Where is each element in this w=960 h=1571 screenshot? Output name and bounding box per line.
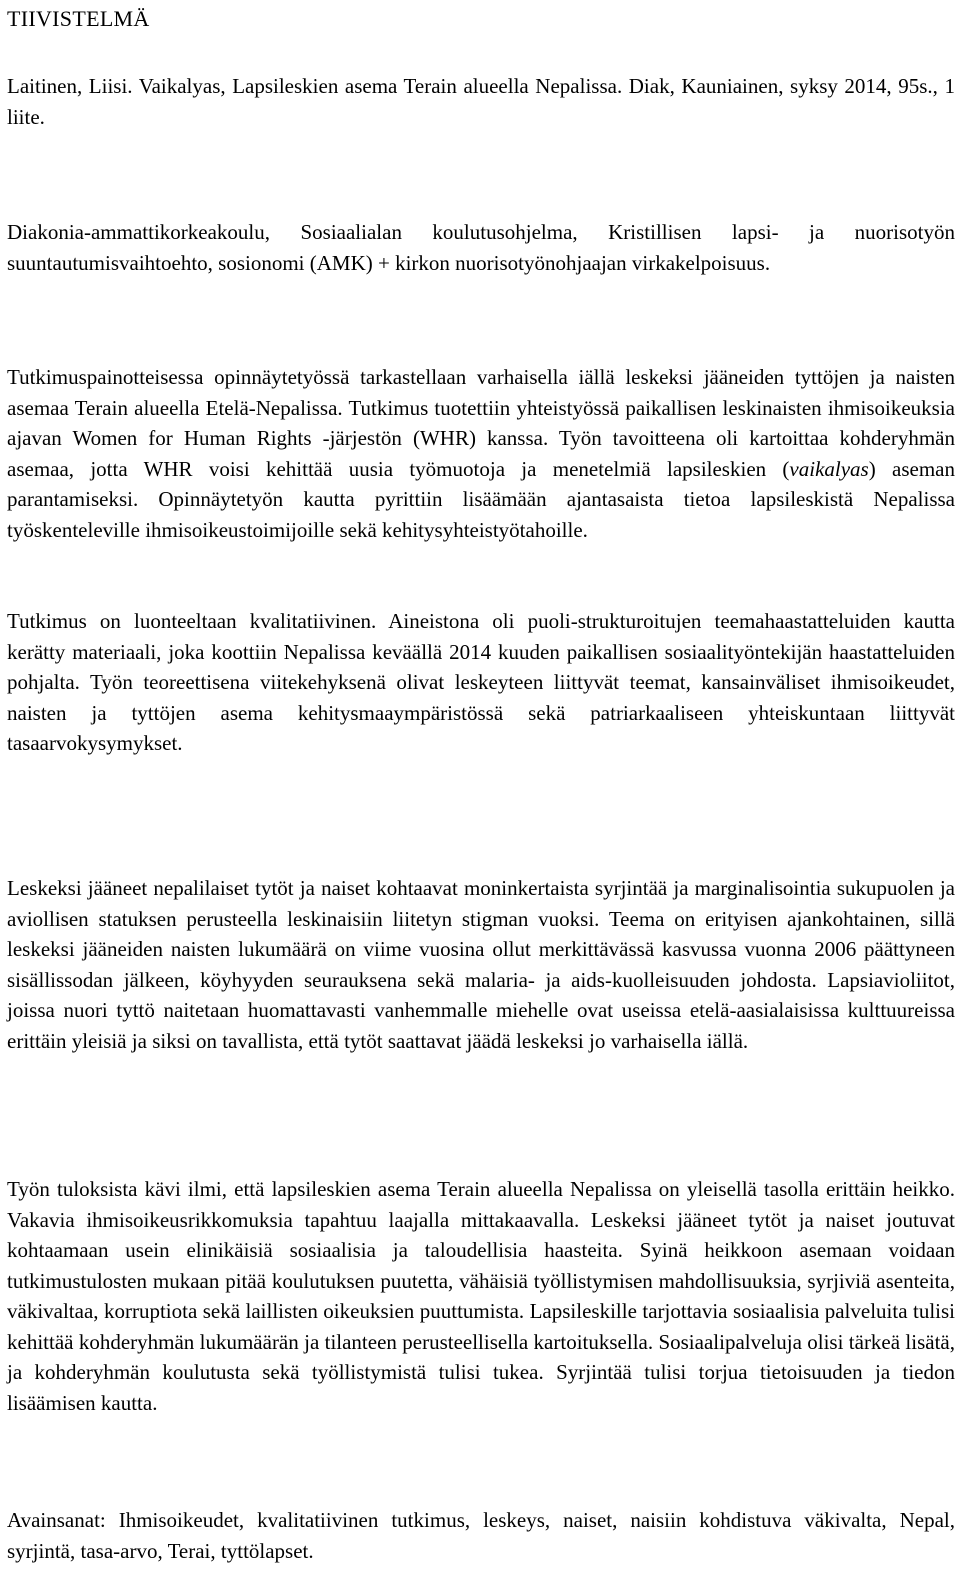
- aim-text-end: ) aseman parantamiseksi. Opinnäytetyön kautta pyrittiin lisäämään ajantasaista tietoa lapsileskistä Nepalissa työskenteleville ihmisoikeustoimijoille sekä kehitysyhteistyötahoille.: [7, 456, 955, 542]
- aim-text-start: Tutkimuspainotteisessa opinnäytetyössä tarkastellaan varhaisella iällä leskeksi jääneiden tyttöjen ja naisten asemaa Terain alueella Etelä-Nepalissa. Tutkimus tuotettiin yhteistyössä paikallisen leskinaisten ihmisoikeuksia ajavan Women for Human Rights -järjestön (WHR) kanssa. Työn tavoitteena oli kartoittaa kohderyhmän asemaa, jotta WHR voisi kehittää uusia työmuotoja ja menetelmiä lapsileskien (: [7, 365, 955, 481]
- results-paragraph: Työn tuloksista kävi ilmi, että lapsileskien asema Terain alueella Nepalissa on yleisellä tasolla erittäin heikko. Vakavia ihmisoikeusrikkomuksia tapahtuu laajalla mittakaavalla. Leskeksi jääneet tytöt ja naiset joutuvat kohtaamaan usein elinikäisiä sosiaalisia ja taloudellisia haasteita. Syinä heikkoon asemaan voidaan tutkimustulosten mukaan pitää koulutuksen puutetta, vähäisiä työllistymisen mahdollisuuksia, syrjiviä asenteita, väkivaltaa, korruptiota sekä laillisten oikeuksien puuttumista. Lapsileskille tarjottavia sosiaalisia palveluita tulisi kehittää kohderyhmän lukumäärän ja tilanteen perusteellisella kartoituksella. Sosiaalipalveluja olisi tärkeä lisätä, ja kohderyhmän koulutusta sekä työllistymistä tulisi tukea. Syrjintää tulisi torjua tietoisuuden ja tiedon lisäämisen kautta.: [7, 1177, 955, 1415]
- page-title: TIIVISTELMÄ: [7, 6, 150, 31]
- aim-paragraph: [7, 362, 955, 545]
- bibliographic-info: Laitinen, Liisi. Vaikalyas, Lapsileskien asema Terain alueella Nepalissa. Diak, Kauniainen, syksy 2014, 95s., 1 liite.: [7, 74, 955, 129]
- background-paragraph: Leskeksi jääneet nepalilaiset tytöt ja naiset kohtaavat moninkertaista syrjintää ja marginalisointia sukupuolen ja aviollisen statuksen perusteella leskinaisiin liitetyn stigman vuoksi. Teema on erityisen ajankohtainen, sillä leskeksi jääneiden naisten lukumäärä on viime vuosina ollut merkittävässä kasvussa vuonna 2006 päättyneen sisällissodan jälkeen, köyhyyden seurauksena sekä malaria- ja aids-kuolleisuuden johdosta. Lapsiavioliitot, joissa nuori tyttö naitetaan huomattavasti vanhemmalle miehelle ovat useissa etelä-aasialaisissa kulttuureissa erittäin yleisiä ja siksi on tavallista, että tytöt saattavat jäädä leskeksi jo varhaisella iällä.: [7, 876, 955, 1053]
- keywords: Avainsanat: Ihmisoikeudet, kvalitatiivinen tutkimus, leskeys, naiset, naisiin kohdistuva väkivalta, Nepal, syrjintä, tasa-arvo, Terai, tyttölapset.: [7, 1508, 955, 1563]
- degree-info: Diakonia-ammattikorkeakoulu, Sosiaalialan koulutusohjelma, Kristillisen lapsi- ja nuorisotyön suuntautumisvaihtoehto, sosionomi (AMK) + kirkon nuorisotyönohjaajan virkakelpoisuus.: [7, 220, 955, 275]
- italic-term: vaikalyas: [789, 456, 869, 481]
- method-paragraph: Tutkimus on luonteeltaan kvalitatiivinen. Aineistona oli puoli-strukturoitujen teemahaastatteluiden kautta kerätty materiaali, joka koottiin Nepalissa keväällä 2014 kuuden paikallisen sosiaalityöntekijän haastatteluiden pohjalta. Työn teoreettisena viitekehyksenä olivat leskeyteen liittyvät teemat, kansainväliset ihmisoikeudet, naisten ja tyttöjen asema kehitysmaaympäristössä sekä patriarkaaliseen yhteiskuntaan liittyvät tasaarvokysymykset.: [7, 609, 955, 755]
